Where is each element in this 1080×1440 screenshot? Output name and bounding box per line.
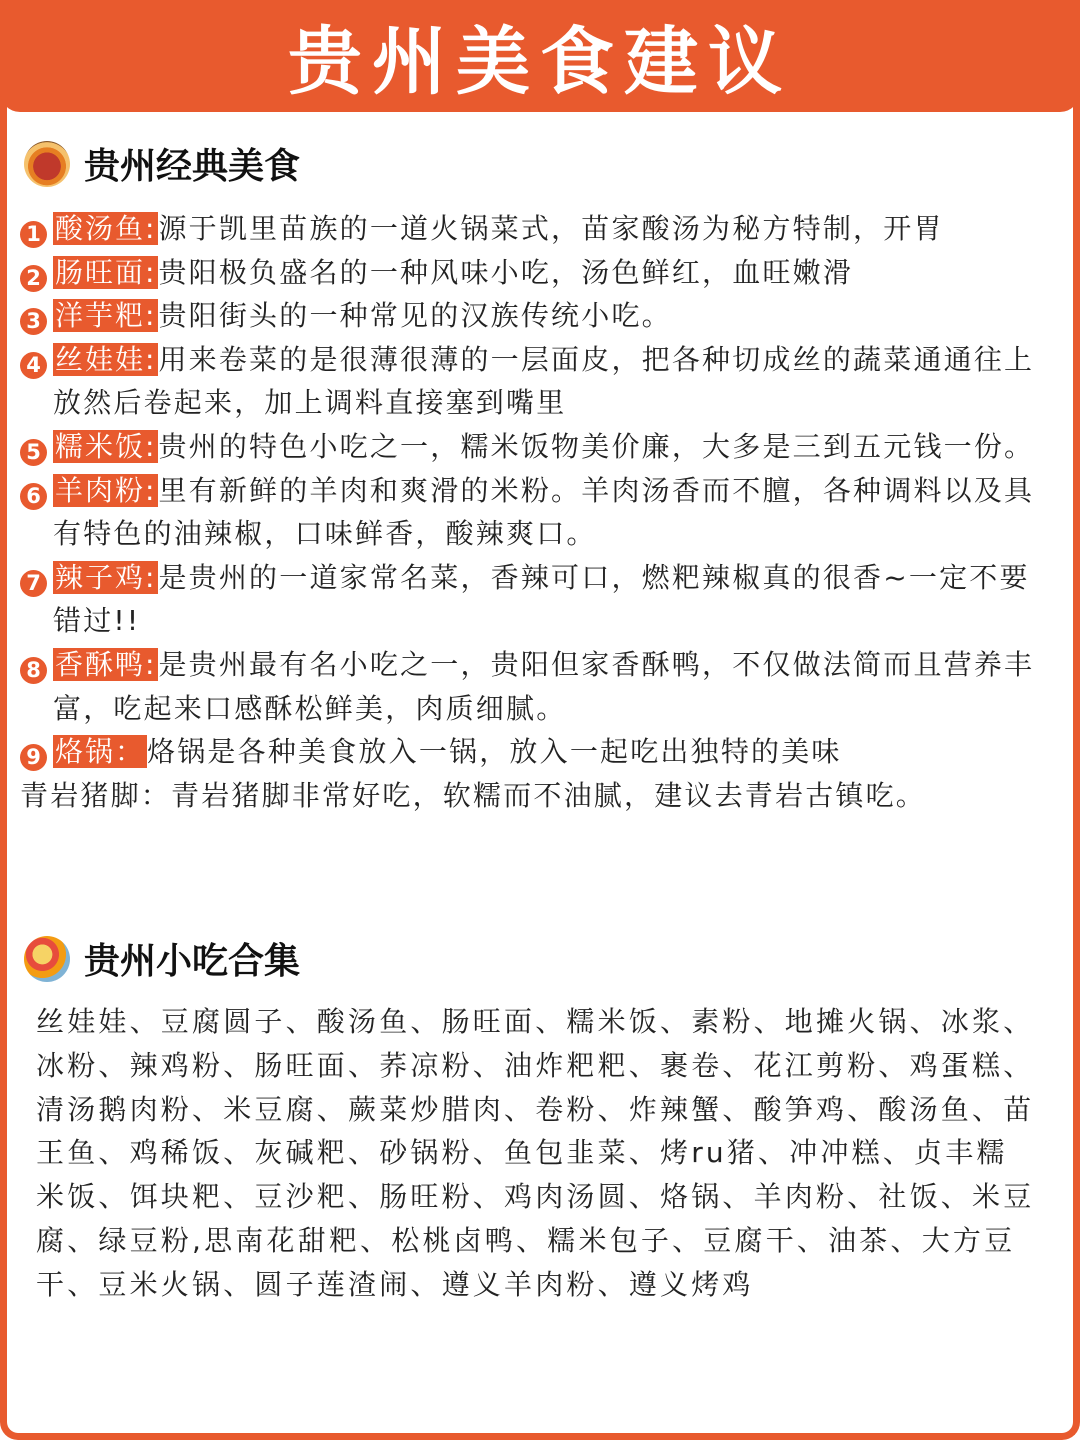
hotpot-icon	[24, 141, 70, 187]
number-badge: 2	[20, 265, 47, 292]
food-description: 贵州的特色小吃之一，糯米饭物美价廉，大多是三到五元钱一份。	[158, 429, 1035, 463]
list-item	[20, 730, 1040, 774]
list-item	[20, 338, 1040, 425]
number-badge: 7	[20, 570, 47, 597]
section-classic-heading	[24, 138, 300, 189]
list-item	[20, 425, 1040, 469]
header-banner	[0, 0, 1080, 112]
food-name-tag: 香酥鸭:	[55, 647, 157, 681]
food-description: 是贵州的一道家常名菜，香辣可口，燃粑辣椒真的很香~一定不要错过!!	[53, 560, 1030, 638]
food-description: 烙锅是各种美食放入一锅，放入一起吃出独特的美味	[147, 735, 842, 769]
number-badge: 6	[20, 483, 47, 510]
list-item	[20, 469, 1040, 556]
section-title: 贵州经典美食	[84, 146, 301, 187]
food-name-tag: 烙锅：	[55, 735, 146, 769]
number-badge: 3	[20, 308, 47, 335]
food-description: 源于凯里苗族的一道火锅菜式，苗家酸汤为秘方特制，开胃	[158, 212, 944, 245]
food-description: 是贵州最有名小吃之一，贵阳但家香酥鸭，不仅做法简而且营养丰富，吃起来口感酥松鲜美，肉质细腻。	[53, 647, 1035, 725]
section-snacks-heading	[24, 933, 300, 984]
food-name-tag: 丝娃娃:	[55, 342, 157, 376]
list-item	[20, 643, 1040, 730]
food-name-tag: 肠旺面:	[55, 255, 157, 289]
list-item	[20, 207, 1040, 251]
extra-description: 青岩猪脚：青岩猪脚非常好吃，软糯而不油腻，建议去青岩古镇吃。	[20, 778, 927, 812]
food-name-tag: 羊肉粉:	[55, 473, 157, 507]
food-description: 里有新鲜的羊肉和爽滑的米粉。羊肉汤香而不膻，各种调料以及具有特色的油辣椒，口味鲜香，酸辣爽口。	[53, 473, 1035, 551]
food-name-tag: 洋芋粑:	[55, 299, 157, 333]
section-title: 贵州小吃合集	[84, 941, 301, 982]
number-badge: 4	[20, 352, 47, 379]
number-badge: 8	[20, 657, 47, 684]
page-title: 贵州美食建议	[288, 19, 792, 105]
food-name-tag: 糯米饭:	[55, 429, 157, 463]
list-item	[20, 556, 1040, 643]
number-badge: 9	[20, 744, 47, 771]
list-item-extra	[20, 774, 1040, 818]
food-name-tag: 辣子鸡:	[55, 560, 157, 594]
list-item	[20, 251, 1040, 295]
snack-list-text: 丝娃娃、豆腐圆子、酸汤鱼、肠旺面、糯米饭、素粉、地摊火锅、冰浆、冰粉、辣鸡粉、肠旺面、荞凉粉、油炸粑粑、裹卷、花江剪粉、鸡蛋糕、清汤鹅肉粉、米豆腐、蕨菜炒腊肉、卷粉、炸辣蟹、酸笋鸡、酸汤鱼、苗王鱼、鸡稀饭、灰碱粑、砂锅粉、鱼包韭菜、烤ru猪、冲冲糕、贞丰糯米饭、饵块粑、豆沙粑、肠旺粉、鸡肉汤圆、烙锅、羊肉粉、社饭、米豆腐、绿豆粉,思南花甜粑、松桃卤鸭、糯米包子、豆腐干、油茶、大方豆干、豆米火锅、圆子莲渣闹、遵义羊肉粉、遵义烤鸡	[36, 1005, 1035, 1301]
snack-platter-icon	[24, 936, 70, 982]
food-description: 用来卷菜的是很薄很薄的一层面皮，把各种切成丝的蔬菜通通往上放然后卷起来，加上调料直接塞到嘴里	[53, 342, 1035, 420]
number-badge: 1	[20, 221, 47, 248]
food-description: 贵阳极负盛名的一种风味小吃，汤色鲜红，血旺嫩滑	[158, 255, 854, 289]
classic-food-list	[20, 207, 1040, 817]
list-item	[20, 294, 1040, 338]
food-name-tag: 酸汤鱼:	[55, 212, 157, 245]
food-description: 贵阳街头的一种常见的汉族传统小吃。	[158, 299, 672, 333]
number-badge: 5	[20, 439, 47, 466]
